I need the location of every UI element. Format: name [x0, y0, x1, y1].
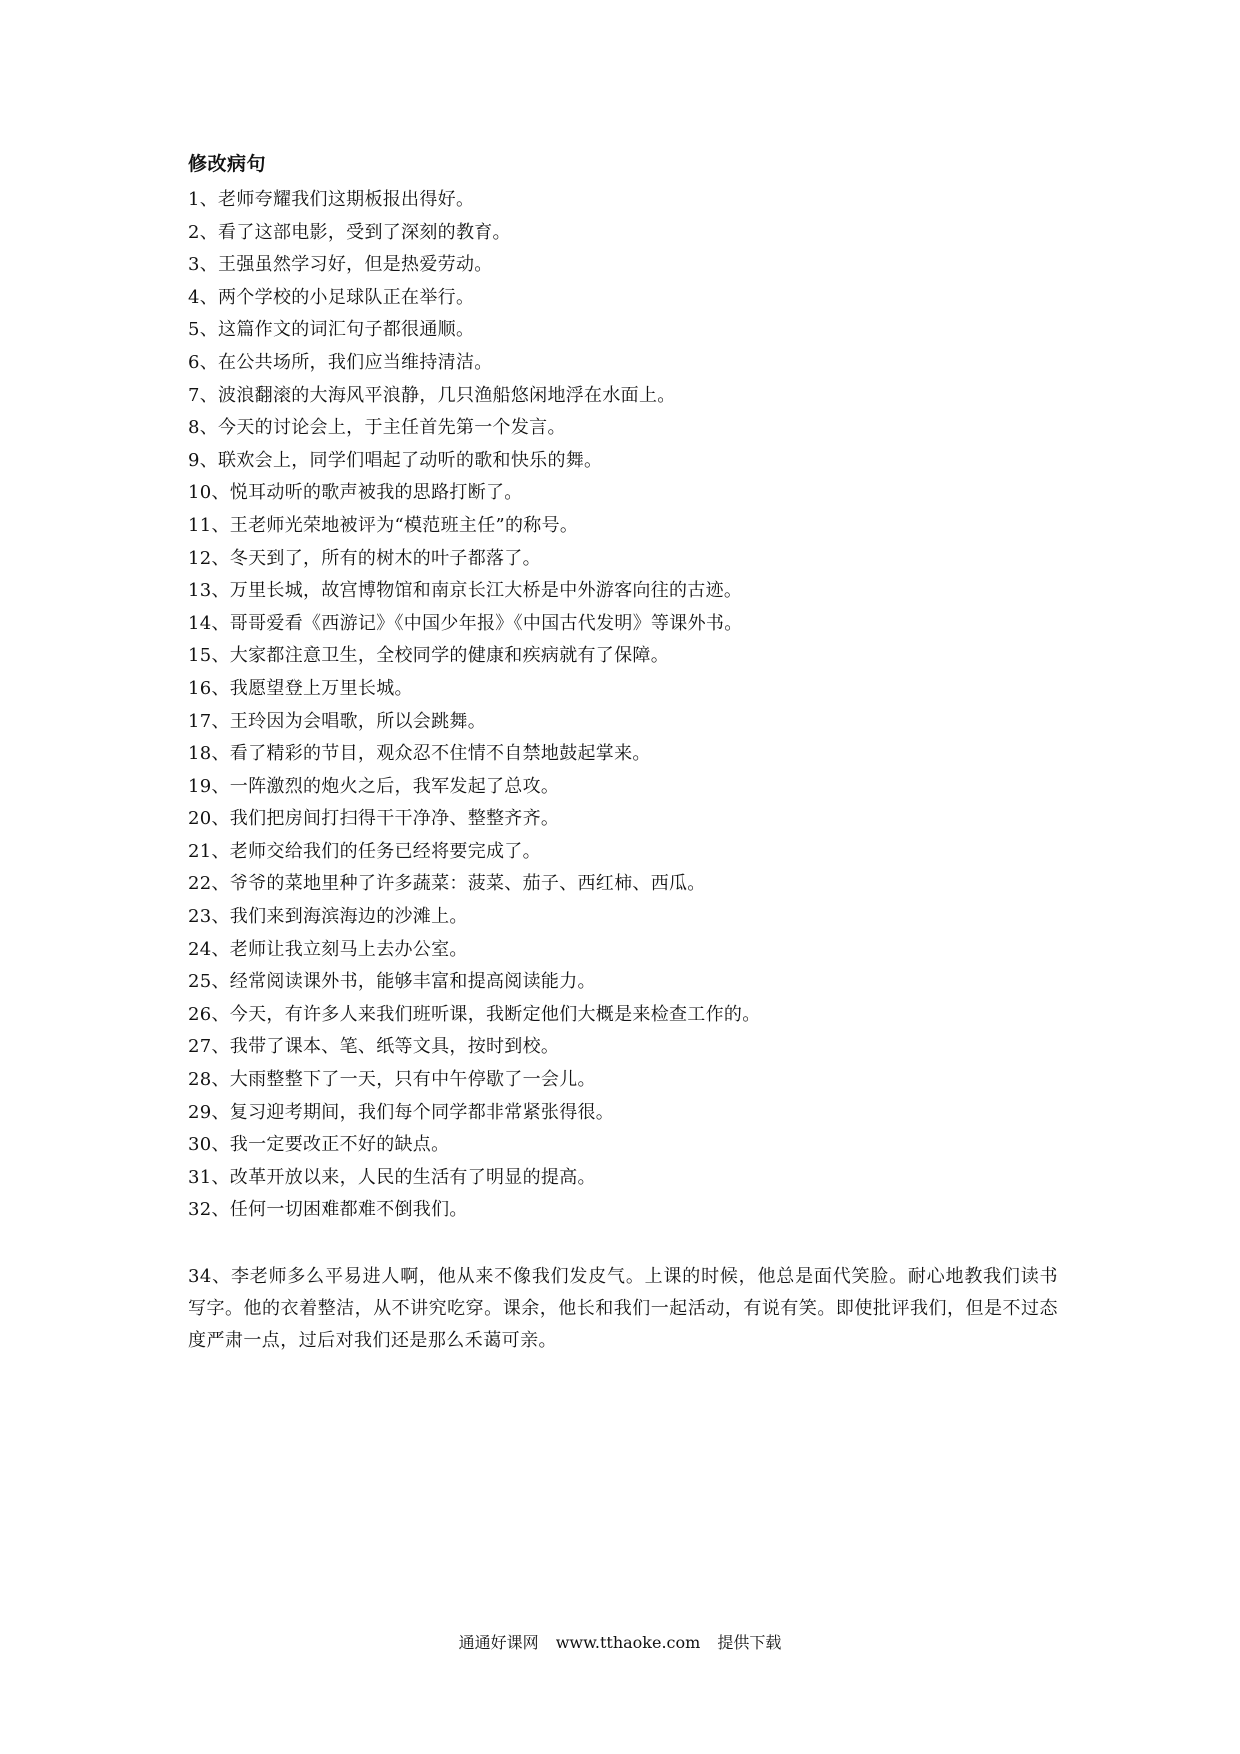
sentence-item: 28、大雨整整下了一天，只有中午停歇了一会儿。	[188, 1069, 596, 1091]
sentence-item: 13、万里长城，故宫博物馆和南京长江大桥是中外游客向往的古迹。	[188, 580, 743, 602]
sentence-item: 7、波浪翻滚的大海风平浪静，几只渔船悠闲地浮在水面上。	[188, 384, 676, 406]
footer-site-name: 通通好课网	[458, 1633, 539, 1652]
sentence-item: 23、我们来到海滨海边的沙滩上。	[188, 906, 468, 928]
sentence-item: 19、一阵激烈的炮火之后，我军发起了总攻。	[188, 775, 560, 797]
paragraph-34: 34、李老师多么平易进人啊，他从来不像我们发皮气。上课的时候，他总是面代笑脸。耐心地教我们读书写字。他的衣着整洁，从不讲究吃穿。课余，他长和我们一起活动，有说有笑。即使批评我们，但是不过态度严肃一点，过后对我们还是那么禾蔼可亲。	[188, 1266, 1058, 1351]
sentence-item: 17、王玲因为会唱歌，所以会跳舞。	[188, 710, 487, 732]
sentence-item: 24、老师让我立刻马上去办公室。	[188, 938, 468, 960]
sentence-item: 11、王老师光荣地被评为“模范班主任”的称号。	[188, 514, 579, 536]
sentence-item: 25、经常阅读课外书，能够丰富和提高阅读能力。	[188, 971, 596, 993]
sentence-item: 27、我带了课本、笔、纸等文具，按时到校。	[188, 1036, 560, 1058]
sentence-item: 9、联欢会上，同学们唱起了动听的歌和快乐的舞。	[188, 449, 603, 471]
sentence-item: 20、我们把房间打扫得干干净净、整整齐齐。	[188, 808, 560, 830]
sentence-item: 12、冬天到了，所有的树木的叶子都落了。	[188, 547, 541, 569]
sentence-item: 4、两个学校的小足球队正在举行。	[188, 286, 475, 308]
sentence-item: 5、这篇作文的词汇句子都很通顺。	[188, 319, 475, 341]
sentence-item: 32、任何一切困难都难不倒我们。	[188, 1199, 468, 1221]
sentence-item: 14、哥哥爱看《西游记》《中国少年报》《中国古代发明》等课外书。	[188, 612, 743, 634]
sentence-item: 21、老师交给我们的任务已经将要完成了。	[188, 840, 541, 862]
sentence-item: 3、王强虽然学习好，但是热爱劳动。	[188, 254, 493, 276]
sentence-item: 8、今天的讨论会上，于主任首先第一个发言。	[188, 417, 566, 439]
sentence-item: 30、我一定要改正不好的缺点。	[188, 1134, 450, 1156]
sentence-item: 2、看了这部电影，受到了深刻的教育。	[188, 221, 511, 243]
sentence-list	[188, 184, 1068, 1227]
sentence-item: 31、改革开放以来，人民的生活有了明显的提高。	[188, 1166, 596, 1188]
footer	[0, 1632, 1240, 1654]
page-title: 修改病句	[188, 153, 267, 175]
document-body	[188, 150, 1068, 1357]
sentence-item: 1、老师夸耀我们这期板报出得好。	[188, 189, 475, 210]
sentence-item: 16、我愿望登上万里长城。	[188, 677, 413, 699]
sentence-item: 18、看了精彩的节目，观众忍不住情不自禁地鼓起掌来。	[188, 743, 651, 765]
footer-url-link[interactable]: www.tthaoke.com	[555, 1633, 701, 1652]
sentence-item: 26、今天，有许多人来我们班听课，我断定他们大概是来检查工作的。	[188, 1003, 761, 1025]
sentence-item: 10、悦耳动听的歌声被我的思路打断了。	[188, 482, 523, 504]
sentence-item: 22、爷爷的菜地里种了许多蔬菜：菠菜、茄子、西红柿、西瓜。	[188, 873, 706, 895]
sentence-item: 29、复习迎考期间，我们每个同学都非常紧张得很。	[188, 1101, 615, 1123]
sentence-item: 15、大家都注意卫生，全校同学的健康和疾病就有了保障。	[188, 645, 670, 667]
footer-suffix: 提供下载	[717, 1633, 782, 1652]
sentence-item: 6、在公共场所，我们应当维持清洁。	[188, 351, 493, 373]
